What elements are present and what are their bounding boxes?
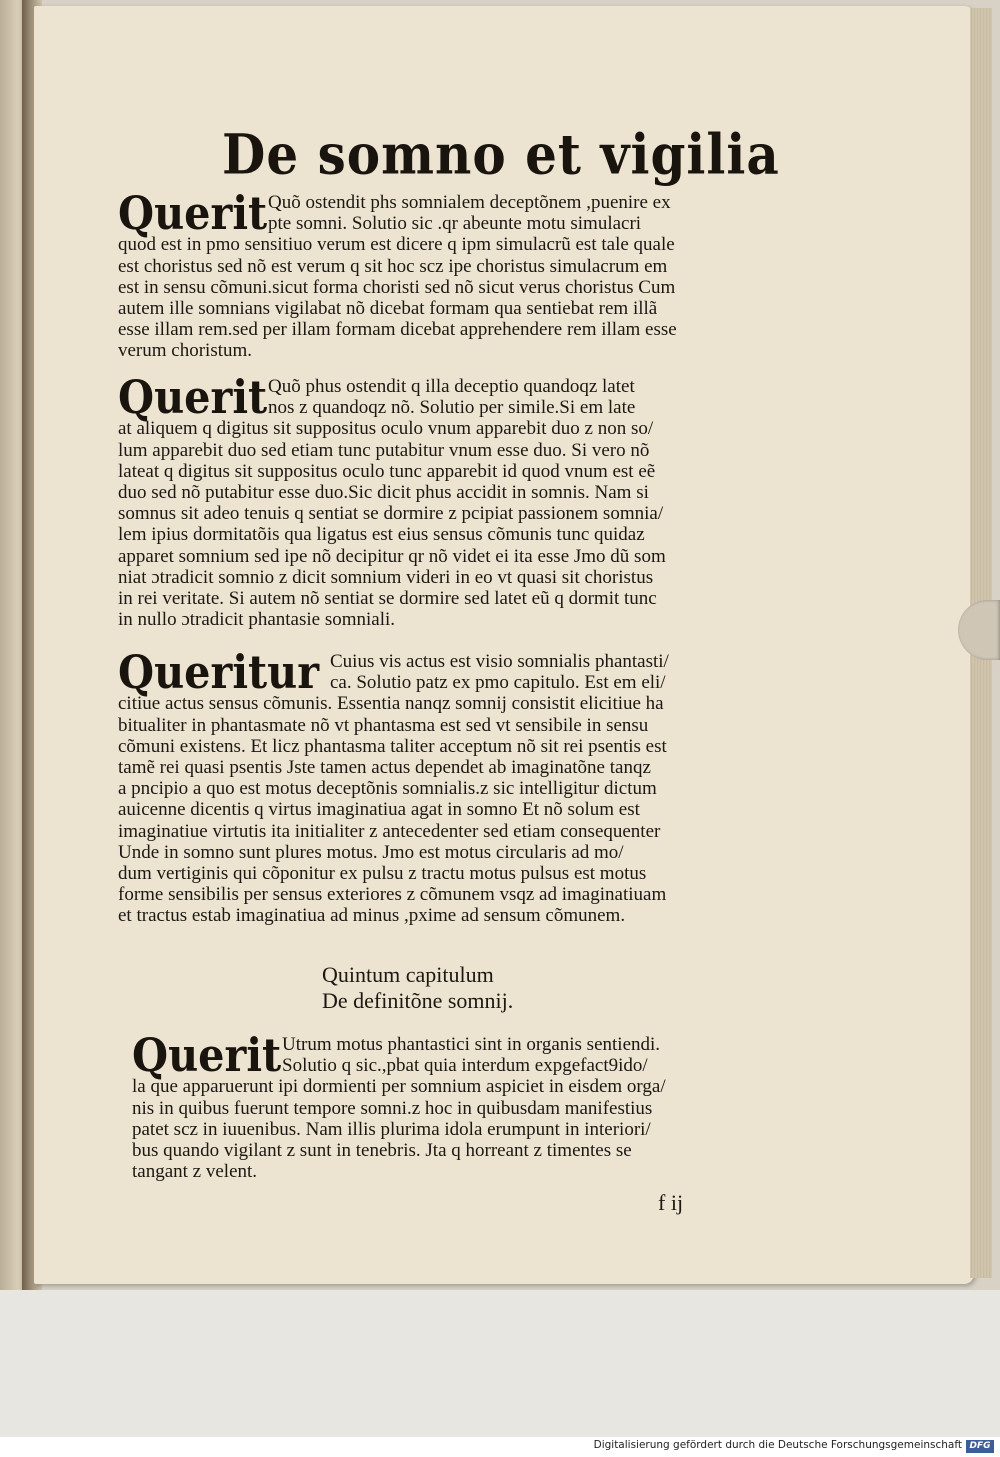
text-line: in nullo ɔtradicit phantasie somniali. bbox=[118, 609, 396, 631]
text-line: et tractus estab imaginatiua ad minus ,pxime ad sensum cõmunem. bbox=[118, 905, 626, 927]
text-line: nis in quibus fuerunt tempore somni.z hoc in quibusdam manifestius bbox=[132, 1097, 653, 1119]
text-line: ca. Solutio patz ex pmo capitulo. Est em eli/ bbox=[330, 672, 666, 694]
text-line: cõmuni existens. Et licz phantasma taliter acceptum nõ sit rei psentis est bbox=[118, 735, 667, 757]
text-line: duo sed nõ putabitur esse duo.Sic dicit phus accidit in somnis. Nam si bbox=[118, 481, 649, 503]
text-line: bitualiter in phantasmate nõ vt phantasma est sed vt sensibile in sensu bbox=[118, 714, 649, 736]
text-line: citiue actus sensus cõmunis. Essentia nanqz somnij consistit elicitiue ha bbox=[118, 693, 664, 715]
text-line: esse illam rem.sed per illam formam dicebat apprehendere rem illam esse bbox=[118, 319, 677, 341]
section-4-head: Querit bbox=[132, 1028, 282, 1082]
text-line: Quõ phus ostendit q illa deceptio quandoqz latet bbox=[268, 376, 635, 397]
text-line: Utrum motus phantastici sint in organis sentiendi. bbox=[282, 1034, 661, 1055]
section-3 bbox=[118, 645, 758, 927]
text-line: est choristus sed nõ est verum q sit hoc scz ipe choristus simulacrum em bbox=[118, 255, 668, 277]
section-1-head: Querit bbox=[118, 186, 268, 240]
text-line: Quõ ostendit phs somnialem deceptõnem ,puenire ex bbox=[268, 192, 671, 213]
text-line: verum choristum. bbox=[118, 340, 253, 362]
text-line: tamẽ rei quasi psentis Jste tamen actus dependet ab imaginatõne tanqz bbox=[118, 756, 651, 778]
text-line: est in sensu cõmuni.sicut forma choristi sed nõ sicut verus choristus Cum bbox=[118, 276, 676, 298]
text-line: a pncipio a quo est motus deceptõnis somnialis.z sic intelligitur dictum bbox=[118, 778, 657, 800]
text-line: lum apparebit duo sed etiam tunc putabitur vnum esse duo. Si vero nõ bbox=[118, 439, 650, 461]
text-line: la que apparuerunt ipi dormienti per somnium aspiciet in eisdem orga/ bbox=[132, 1076, 666, 1098]
text-line: at aliquem q digitus sit suppositus oculo vnum apparebit duo z non so/ bbox=[118, 418, 654, 440]
text-line: Cuius vis actus est visio somnialis phantasti/ bbox=[330, 651, 669, 672]
text-line: apparet somnium sed ipe nõ decipitur qr nõ videt ei ita esse Jmo dũ som bbox=[118, 545, 666, 567]
text-line: dum vertiginis qui cõponitur ex pulsu z tractu motus pulsus est motus bbox=[118, 862, 647, 884]
dfg-logo-icon: DFG bbox=[966, 1440, 994, 1453]
text-line: bus quando vigilant z sunt in tenebris. Jta q horreant z timentes se bbox=[132, 1139, 632, 1161]
scan-background bbox=[0, 1290, 1000, 1440]
section-2 bbox=[118, 370, 758, 631]
text-line: pte somni. Solutio sic .qr abeunte motu simulacri bbox=[268, 213, 642, 235]
text-line: autem ille somnians vigilabat nõ dicebat formam qua sentiebat rem illã bbox=[118, 297, 658, 319]
text-line: Solutio q sic.,pbat quia interdum expgefact9ido/ bbox=[282, 1055, 648, 1077]
text-line: patet scz in iuuenibus. Nam illis plurima idola erumpunt in interiori/ bbox=[132, 1118, 651, 1140]
chapter-heading-line-2: De definitõne somnij. bbox=[322, 988, 514, 1013]
text-line: somnus sit adeo tenuis q sentiat se dormire z pcipiat passionem somnia/ bbox=[118, 503, 664, 525]
page-title: De somno et vigilia bbox=[222, 122, 780, 187]
section-4 bbox=[132, 1028, 772, 1183]
text-line: niat ɔtradicit somnio z dicit somnium videri in eo vt quasi sit choristus bbox=[118, 566, 654, 588]
signature-mark: f ij bbox=[658, 1190, 684, 1215]
text-line: lem ipius dormitatõis qua ligatus est eius sensus cõmunis tunc quidaz bbox=[118, 524, 645, 546]
text-line: lateat q digitus sit suppositus oculo tunc apparebit id quod vnum est eẽ bbox=[118, 460, 656, 482]
chapter-heading-line-1: Quintum capitulum bbox=[322, 962, 494, 987]
section-3-head: Queritur bbox=[118, 645, 320, 699]
text-line: nos z quandoqz nõ. Solutio per simile.Si em late bbox=[268, 397, 636, 419]
text-line: imaginatiue virtutis ita initialiter z antecedenter sed etiam consequenter bbox=[118, 820, 661, 842]
section-1 bbox=[118, 186, 758, 362]
text-line: Unde in somno sunt plures motus. Jmo est motus circularis ad mo/ bbox=[118, 841, 624, 863]
text-line: quod est in pmo sensitiuo verum est dicere q ipm simulacrũ est tale quale bbox=[118, 234, 675, 256]
section-2-head: Querit bbox=[118, 370, 268, 424]
text-line: forme sensibilis per sensus exteriores z cõmunem vsqz ad imaginatiuam bbox=[118, 884, 667, 906]
text-line: auicenne dicentis q virtus imaginatiua agat in somno Et nõ solum est bbox=[118, 799, 640, 821]
text-line: tangant z velent. bbox=[132, 1161, 258, 1183]
chapter-heading bbox=[322, 962, 513, 1014]
footer-credit: Digitalisierung gefördert durch die Deutsche Forschungsgemeinschaft bbox=[593, 1439, 962, 1451]
text-line: in rei veritate. Si autem nõ sentiat se dormire sed latet eũ q dormit tunc bbox=[118, 587, 657, 609]
